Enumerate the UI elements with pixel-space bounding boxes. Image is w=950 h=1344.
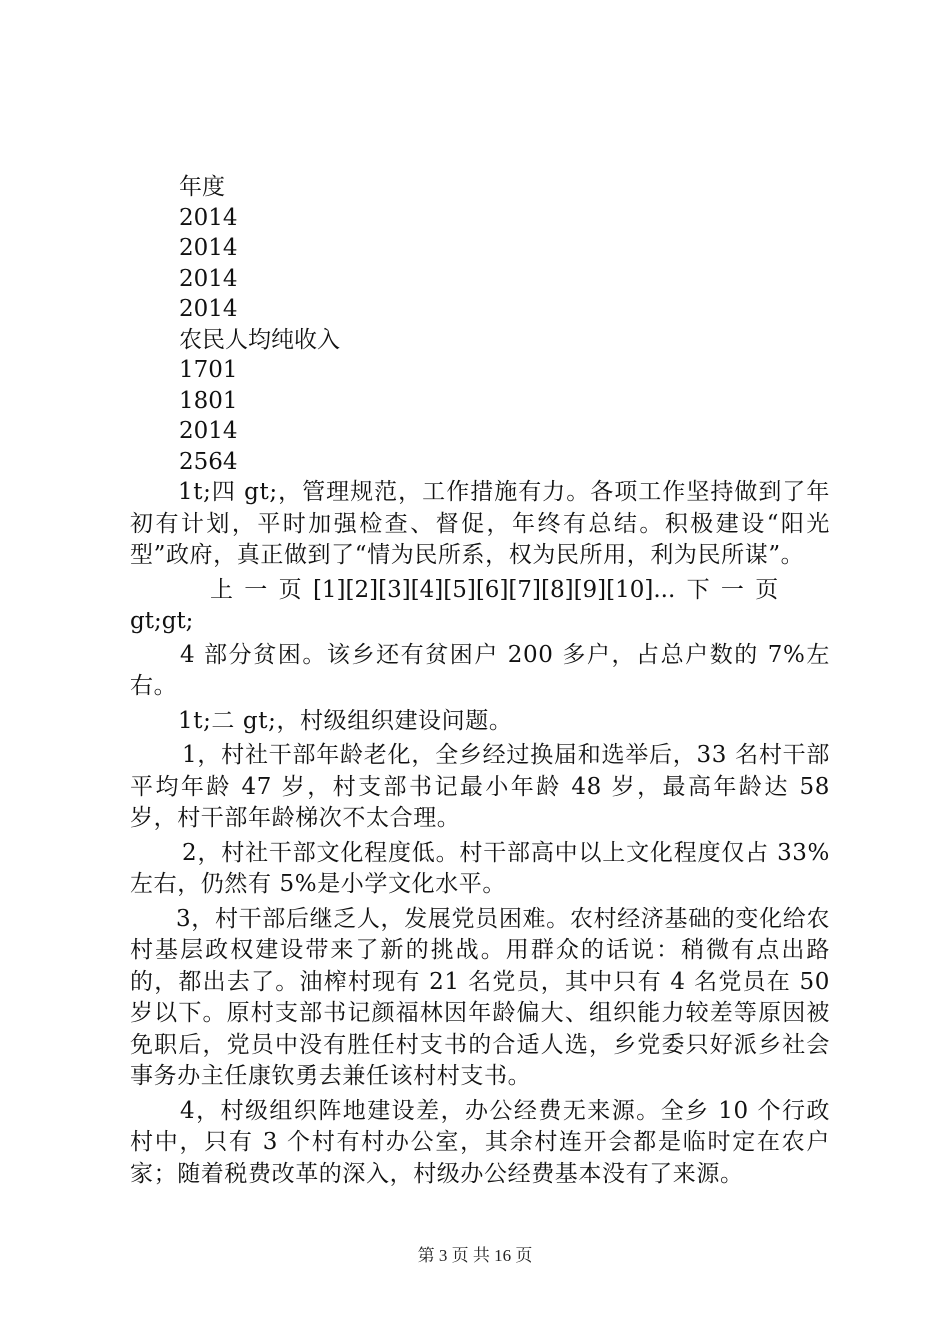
paragraph-item-3: 3，村干部后继乏人，发展党员困难。农村经济基础的变化给农村基层政权建设带来了新的挑战。用群众的话说：稍微有点出路的，都出去了。油榨村现有 21 名党员，其中只有 4 名党员在 50 岁以下。原村支部书记颜福林因年龄偏大、组织能力较差等原因被免职后，党员中没有胜任村支书的合适人选，乡党委只好派乡社会事务办主任康钦勇去兼任该村村支书。 <box>130 905 830 1089</box>
pagination <box>130 575 830 637</box>
income-table <box>130 172 830 477</box>
table-year: 2014 <box>179 204 238 231</box>
pagination-tail: gt;gt; <box>130 607 194 634</box>
table-row-label: 农民人均纯收入 <box>179 326 340 353</box>
table-year: 2014 <box>179 235 238 261</box>
table-year: 2014 <box>179 265 238 292</box>
section-heading-village-org: 1t;二 gt;，村级组织建设问题。 <box>178 707 513 734</box>
table-value: 1701 <box>179 357 238 383</box>
next-page-link[interactable]: 下 一 页 <box>686 576 779 603</box>
paragraph-item-1: 1，村社干部年龄老化，全乡经过换届和选举后，33 名村干部平均年龄 47 岁，村支部书记最小年龄 48 岁，最高年龄达 58 岁，村干部年龄梯次不太合理。 <box>130 742 830 831</box>
table-value: 2564 <box>179 448 238 475</box>
document-body <box>130 172 830 1190</box>
pagination-bar <box>130 575 830 606</box>
paragraph-item-2: 2，村社干部文化程度低。村干部高中以上文化程度仅占 33%左右，仍然有 5%是小学文化水平。 <box>130 839 830 897</box>
table-value: 2014 <box>179 418 238 444</box>
prev-page-link[interactable]: 上 一 页 <box>210 576 302 603</box>
page-footer: 第 3 页 共 16 页 <box>417 1246 533 1265</box>
table-value: 1801 <box>179 387 238 414</box>
paragraph-item-4: 4，村级组织阵地建设差，办公经费无来源。全乡 10 个行政村中，只有 3 个村有村办公室，其余村连开会都是临时定在农户家；随着税费改革的深入，村级办公经费基本没有了来源。 <box>130 1097 830 1187</box>
table-header: 年度 <box>179 174 225 200</box>
paragraph-poverty: 4 部分贫困。该乡还有贫困户 200 多户，占总户数的 7%左右。 <box>130 641 830 699</box>
paragraph-management: 1t;四 gt;，管理规范，工作措施有力。各项工作坚持做到了年初有计划，平时加强检查、督促，年终有总结。积极建设“阳光型”政府，真正做到了“情为民所系，权为民所用，利为民所谋”。 <box>130 479 830 568</box>
table-year: 2014 <box>179 296 238 322</box>
page-number-links[interactable]: [1][2][3][4][5][6][7][8][9][10]... <box>312 576 676 603</box>
